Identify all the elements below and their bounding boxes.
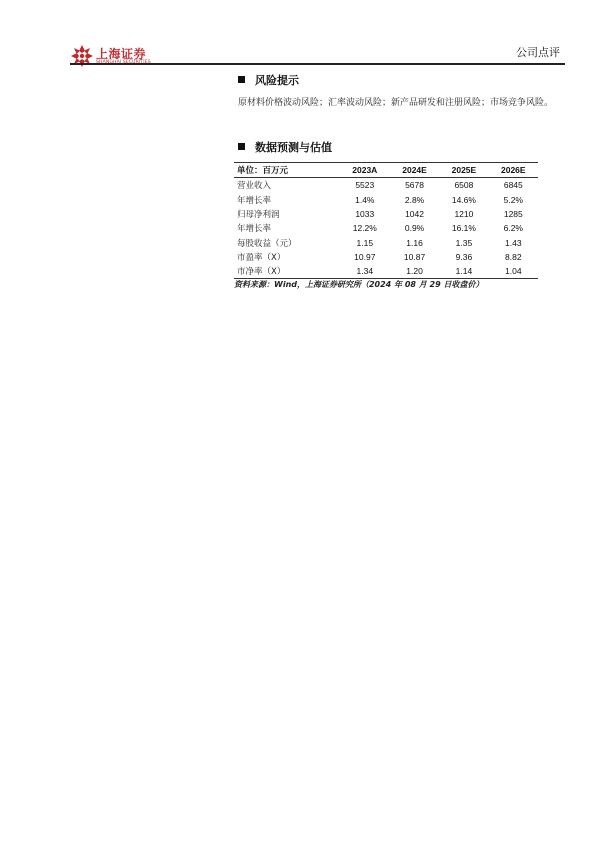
- table-cell: 9.36: [455, 251, 473, 262]
- column-header: 2023A: [340, 163, 390, 178]
- column-header: 2024E: [390, 163, 439, 178]
- table-cell: 10.87: [403, 251, 426, 262]
- table-cell: 1210: [454, 209, 474, 220]
- table-cell: 14.6%: [451, 194, 476, 205]
- table-cell: 1.20: [390, 264, 439, 279]
- risk-title-text: 风险提示: [255, 74, 299, 87]
- table-cell: 1.34: [340, 264, 390, 279]
- row-label: 营业收入: [237, 181, 272, 192]
- table-cell: 1.16: [406, 237, 423, 248]
- report-type-label: 公司点评: [516, 46, 560, 59]
- forecast-table: [234, 162, 538, 279]
- table-cell: 1.4%: [355, 194, 375, 205]
- table-cell: 6845: [503, 180, 523, 191]
- table-cell: 6508: [454, 180, 474, 191]
- table-cell: 1.35: [455, 237, 473, 248]
- table-row: [234, 178, 538, 193]
- table-cell: 1042: [405, 209, 424, 220]
- table-cell: 5.2%: [503, 194, 523, 205]
- logo-text-cn: 上海证券: [96, 47, 147, 61]
- forecast-section-title: [238, 139, 332, 155]
- unit-label: 单位：百万元: [234, 163, 340, 178]
- row-label: 市盈率（X）: [237, 252, 286, 263]
- header-divider: [70, 63, 565, 65]
- table-cell: 1.14: [439, 264, 488, 279]
- table-cell: 0.9%: [404, 223, 425, 234]
- page-header: [0, 0, 596, 70]
- forecast-title-text: 数据预测与估值: [255, 141, 332, 154]
- table-cell: 1033: [355, 209, 375, 220]
- table-row: [234, 264, 538, 279]
- table-cell: 1.15: [356, 237, 374, 248]
- row-label: 年增长率: [237, 224, 272, 235]
- table-header-row: [234, 163, 538, 178]
- table-row: [234, 221, 538, 235]
- table-cell: 12.2%: [352, 223, 377, 234]
- table-row: [234, 207, 538, 221]
- risk-section-title: [238, 72, 299, 88]
- row-label: 每股收益（元）: [237, 238, 297, 249]
- row-label: 归母净利润: [237, 210, 280, 221]
- table-row: [234, 193, 538, 207]
- table-row: [234, 250, 538, 264]
- row-label: 市净率（X）: [234, 264, 340, 279]
- table-cell: 1.43: [505, 237, 522, 248]
- table-cell: 5678: [405, 180, 424, 191]
- square-bullet-icon: [238, 143, 245, 150]
- table-cell: 10.97: [354, 251, 376, 262]
- table-cell: 6.2%: [503, 223, 523, 234]
- table-cell: 16.1%: [451, 223, 476, 234]
- source-note: 资料来源：Wind，上海证券研究所（2024 年 08 月 29 日收盘价）: [234, 280, 484, 289]
- table-cell: 2.8%: [404, 194, 425, 205]
- table-row: [234, 235, 538, 249]
- square-bullet-icon: [238, 76, 245, 83]
- column-header: 2025E: [439, 163, 488, 178]
- table-cell: 8.82: [505, 251, 522, 262]
- column-header: 2026E: [489, 163, 538, 178]
- row-label: 年增长率: [237, 195, 272, 206]
- risk-paragraph: 原材料价格波动风险；汇率波动风险；新产品研发和注册风险；市场竞争风险。: [238, 98, 554, 108]
- table-cell: 1285: [503, 209, 523, 220]
- table-cell: 5523: [355, 180, 375, 191]
- table-cell: 1.04: [489, 264, 538, 279]
